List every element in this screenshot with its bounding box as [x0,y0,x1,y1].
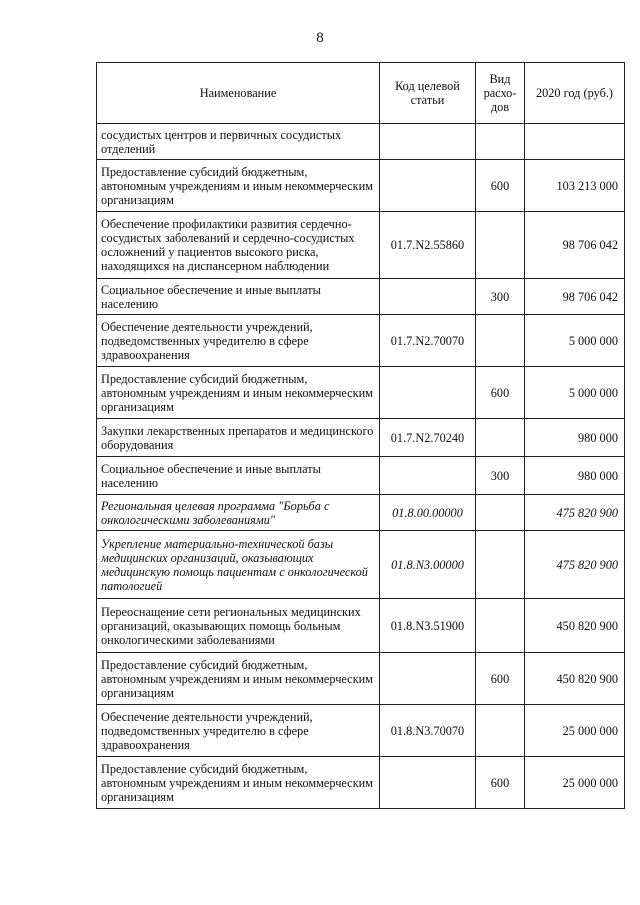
row-code-cell: 01.8.00.00000 [380,495,476,531]
row-code-cell: 01.7.N2.55860 [380,212,476,279]
row-code-cell: 01.7.N2.70240 [380,419,476,457]
row-name-cell: Предоставление субсидий бюджетным, автономным учреждениям и иным некоммерческим организациям [97,367,380,419]
table-row [97,757,625,809]
row-expense-type-cell [476,124,525,160]
row-expense-type-cell: 600 [476,367,525,419]
row-amount-cell: 475 820 900 [525,531,625,599]
table-row [97,367,625,419]
page-number: 8 [316,30,324,46]
row-amount-cell: 98 706 042 [525,212,625,279]
table-row [97,419,625,457]
table-row [97,495,625,531]
header-name: Наименование [97,63,380,124]
row-expense-type-cell [476,419,525,457]
row-name-cell: Предоставление субсидий бюджетным, автономным учреждениям и иным некоммерческим организациям [97,757,380,809]
row-name-cell: Региональная целевая программа "Борьба с онкологическими заболеваниями" [97,495,380,531]
row-amount-cell: 450 820 900 [525,653,625,705]
row-name-cell: Обеспечение профилактики развития сердечно-сосудистых заболеваний и сердечно-сосудистых осложнений у пациентов высокого риска, находящихся на диспансерном наблюдении [97,212,380,279]
row-expense-type-cell [476,705,525,757]
row-name-cell: Обеспечение деятельности учреждений, подведомственных учредителю в сфере здравоохранения [97,315,380,367]
row-amount-cell: 980 000 [525,419,625,457]
row-expense-type-cell [476,531,525,599]
row-amount-cell: 25 000 000 [525,705,625,757]
row-expense-type-cell: 600 [476,757,525,809]
row-amount-cell: 980 000 [525,457,625,495]
row-amount-cell [525,124,625,160]
row-amount-cell: 475 820 900 [525,495,625,531]
row-amount-cell: 450 820 900 [525,599,625,653]
row-code-cell: 01.7.N2.70070 [380,315,476,367]
row-name-cell: Закупки лекарственных препаратов и медицинского оборудования [97,419,380,457]
row-name-cell: Предоставление субсидий бюджетным, автономным учреждениям и иным некоммерческим организациям [97,653,380,705]
header-expense-type: Вид расхо-дов [476,63,525,124]
row-expense-type-cell [476,599,525,653]
table-row [97,124,625,160]
row-name-cell: Социальное обеспечение и иные выплаты населению [97,457,380,495]
row-expense-type-cell [476,315,525,367]
row-amount-cell: 98 706 042 [525,279,625,315]
row-name-cell: Социальное обеспечение и иные выплаты населению [97,279,380,315]
row-name-cell: сосудистых центров и первичных сосудистых отделений [97,124,380,160]
table-row [97,315,625,367]
table-row [97,212,625,279]
row-code-cell [380,367,476,419]
row-amount-cell: 103 213 000 [525,160,625,212]
row-code-cell: 01.8.N3.00000 [380,531,476,599]
row-expense-type-cell [476,495,525,531]
row-code-cell [380,124,476,160]
row-name-cell: Обеспечение деятельности учреждений, подведомственных учредителю в сфере здравоохранения [97,705,380,757]
row-code-cell [380,160,476,212]
table-row [97,653,625,705]
row-amount-cell: 5 000 000 [525,315,625,367]
row-code-cell [380,279,476,315]
header-code: Код целевой статьи [380,63,476,124]
row-amount-cell: 25 000 000 [525,757,625,809]
row-code-cell: 01.8.N3.51900 [380,599,476,653]
table-body [97,124,625,809]
row-expense-type-cell [476,212,525,279]
row-code-cell [380,757,476,809]
table-header-row [97,63,625,124]
table-row [97,531,625,599]
header-amount-2020: 2020 год (руб.) [525,63,625,124]
table-row [97,599,625,653]
table-row [97,279,625,315]
table-row [97,705,625,757]
budget-table [96,62,625,809]
row-name-cell: Укрепление материально-технической базы медицинских организаций, оказывающих медицинскую помощь пациентам с онкологической патологией [97,531,380,599]
row-expense-type-cell: 300 [476,457,525,495]
row-code-cell [380,653,476,705]
table-row [97,160,625,212]
table-row [97,457,625,495]
row-amount-cell: 5 000 000 [525,367,625,419]
row-name-cell: Переоснащение сети региональных медицинских организаций, оказывающих помощь больным онкологическими заболеваниями [97,599,380,653]
row-code-cell: 01.8.N3.70070 [380,705,476,757]
row-expense-type-cell: 600 [476,653,525,705]
row-code-cell [380,457,476,495]
row-expense-type-cell: 600 [476,160,525,212]
row-name-cell: Предоставление субсидий бюджетным, автономным учреждениям и иным некоммерческим организациям [97,160,380,212]
row-expense-type-cell: 300 [476,279,525,315]
